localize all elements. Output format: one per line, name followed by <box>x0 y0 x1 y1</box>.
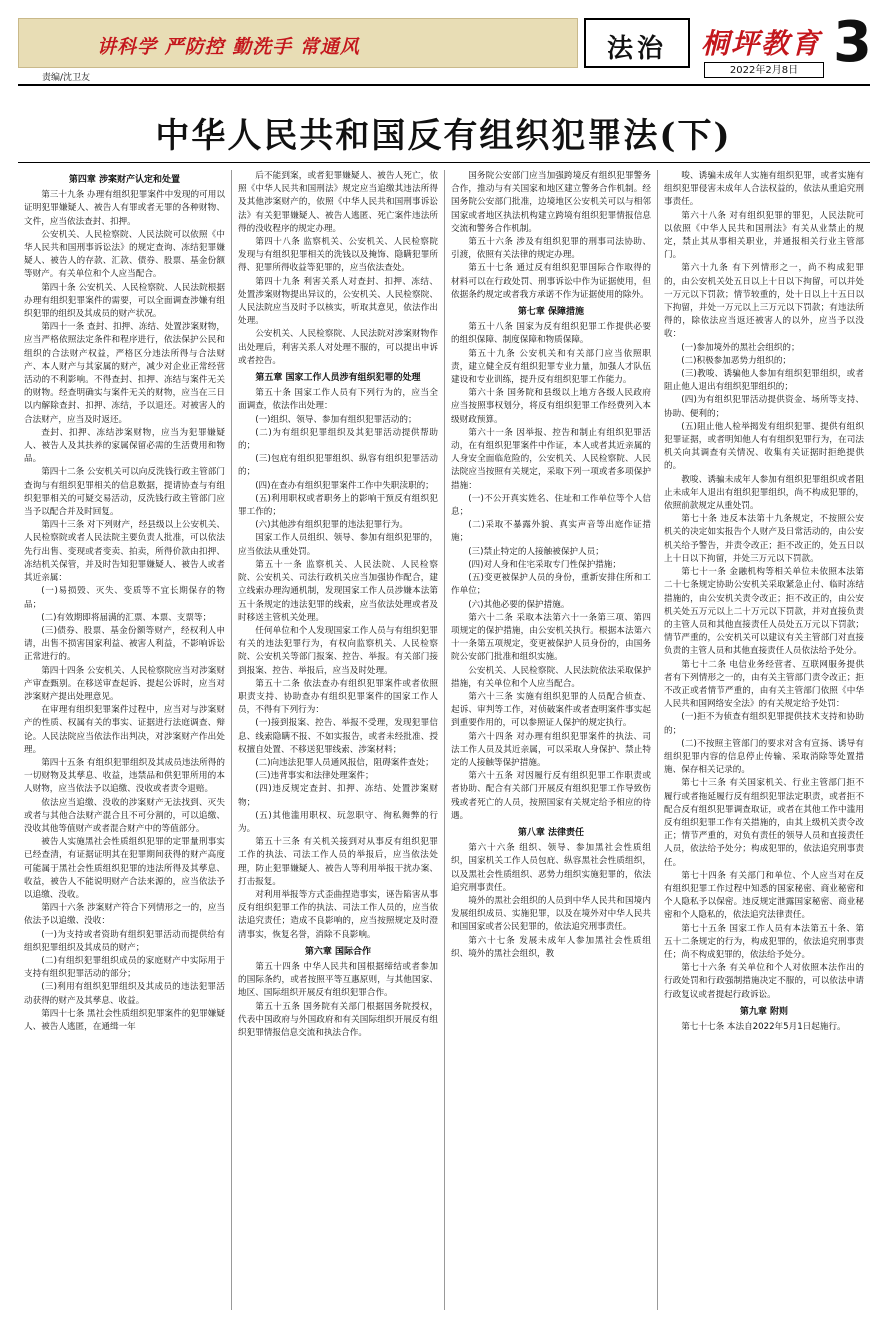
article-paragraph: 查封、扣押、冻结涉案财物，应当为犯罪嫌疑人、被告人及其扶养的家属保留必需的生活费用和物品。 <box>24 427 225 465</box>
article-paragraph: (一)为支持或者资助有组织犯罪活动而提供给有组织犯罪组织及其成员的财产； <box>24 929 225 953</box>
article-paragraph: 第四十八条 监察机关、公安机关、人民检察院发现与有组织犯罪相关的洗钱以及掩饰、隐瞒犯罪所得、犯罪所得收益等犯罪的，应当依法查处。 <box>238 237 438 274</box>
article-paragraph: 第六十七条 发展未成年人参加黑社会性质组织、境外的黑社会组织，教 <box>451 935 651 959</box>
article-paragraph: 第五十四条 中华人民共和国根据缔结或者参加的国际条约，或者按照平等互惠原则，与其他国家、地区、国际组织开展反有组织犯罪合作。 <box>238 961 438 999</box>
article-paragraph: 第五十一条 监察机关、人民法院、人民检察院、公安机关、司法行政机关应当加强协作配合，建立线索办理沟通机制，发现国家工作人员涉嫌本法第五十条规定的违法犯罪的线索，应当依法处理或者及时移送主管机关处理。 <box>238 559 438 623</box>
column-4 <box>657 170 870 1310</box>
article-paragraph: 第七十一条 金融机构等相关单位未依照本法第二十七条规定协助公安机关采取紧急止付、临时冻结措施的，由公安机关责令改正；拒不改正的，由公安机关处五万元以上二十万元以下罚款，并对直接负责的主管人员和其他直接责任人员处五万元以下罚款；情节严重的，公安机关可以建议有关主管部门对直接负责的主管人员和其他直接责任人员依法给予处分。 <box>664 567 864 657</box>
article-paragraph: (二)为有组织犯罪组织及其犯罪活动提供帮助的； <box>238 427 438 452</box>
article-paragraph: 依法应当追缴、没收的涉案财产无法找到、灭失或者与其他合法财产混合且不可分割的，可以追缴、没收其他等值财产或者混合财产中的等值部分。 <box>24 797 225 834</box>
article-paragraph: 公安机关、人民检察院、人民法院可以依照《中华人民共和国刑事诉讼法》的规定查询、冻结犯罪嫌疑人、被告人的存款、汇款、债券、股票、基金份额等财产。有关单位和个人应当配合。 <box>24 229 225 280</box>
masthead <box>18 10 872 80</box>
article-paragraph: (三)禁止特定的人接触被保护人员； <box>468 546 604 557</box>
article-paragraph: (一)接到报案、控告、举报不受理，发现犯罪信息、线索隐瞒不报、不如实报告，或者未经批准、授权擅自处置、不移送犯罪线索、涉案材料； <box>238 718 438 755</box>
article-paragraph: 第六十一条 因举报、控告和制止有组织犯罪活动，在有组织犯罪案件中作证，本人或者其近亲属的人身安全面临危险的，公安机关、人民检察院、人民法院应当按照有关规定，采取下列一项或者多项保护措施： <box>451 427 651 491</box>
article-paragraph: 第四十四条 公安机关、人民检察院应当对涉案财产审查甄别。在移送审查起诉、提起公诉时，应当对涉案财产提出处理意见。 <box>24 665 225 702</box>
article-paragraph: 第四十一条 查封、扣押、冻结、处置涉案财物，应当严格依照法定条件和程序进行，依法保护公民和组织的合法财产权益，严格区分违法所得与合法财产、本人财产与其家属的财产，减少对企业正常经营活动的不利影响。不得查封、扣押、冻结与案件无关的财物。经查明确实与案件无关的财物，应当在三日以内解除查封、扣押、冻结，予以退还。对被害人的合法财产，应当及时返还。 <box>24 322 225 425</box>
article-paragraph: 第四十七条 黑社会性质组织犯罪案件的犯罪嫌疑人、被告人逃匿，在通缉一年 <box>24 1008 225 1032</box>
article-paragraph: 公安机关、人民检察院、人民法院对涉案财物作出处理后，利害关系人对处理不服的，可以提出申诉或者控告。 <box>238 329 438 366</box>
article-paragraph: (二)不按照主管部门的要求对含有宣扬、诱导有组织犯罪内容的信息停止传输、采取消除等处置措施、保存相关记录的。 <box>664 738 864 776</box>
article-paragraph: 教唆、诱骗未成年人参加有组织犯罪组织或者阻止未成年人退出有组织犯罪组织，尚不构成犯罪的，依照前款规定从重处罚。 <box>664 474 864 512</box>
article-paragraph: 在审理有组织犯罪案件过程中，应当对与涉案财产的性质、权属有关的事实、证据进行法庭调查、辩论。人民法院应当依法作出判决，对涉案财产作出处理。 <box>24 705 225 755</box>
section-title: 法治 <box>606 34 667 64</box>
article-paragraph: 第四十九条 利害关系人对查封、扣押、冻结、处置涉案财物提出异议的，公安机关、人民检察院、人民法院应当及时予以核实，听取其意见，依法作出处理。 <box>238 276 438 327</box>
slogan-text: 讲科学 严防控 勤洗手 常通风 <box>97 36 360 58</box>
article-paragraph: 国家工作人员组织、领导、参加有组织犯罪的，应当依法从重处罚。 <box>238 533 438 557</box>
article-paragraph: (四)为有组织犯罪活动提供资金、场所等支持、协助、便利的； <box>664 395 864 419</box>
article-paragraph: (一)易损毁、灭失、变质等不宜长期保存的物品； <box>24 586 225 610</box>
column-3 <box>444 170 657 1310</box>
article-paragraph: (二)积极参加恶势力组织的； <box>681 355 792 366</box>
article-paragraph: (一)组织、领导、参加有组织犯罪活动的； <box>255 414 417 425</box>
article-paragraph: (一)拒不为侦查有组织犯罪提供技术支持和协助的； <box>664 712 864 736</box>
article-paragraph: (三)教唆、诱骗他人参加有组织犯罪组织，或者阻止他人退出有组织犯罪组织的； <box>664 369 864 393</box>
article-paragraph: 第七十条 违反本法第十九条规定，不按照公安机关的决定如实报告个人财产及日常活动的，由公安机关给予警告，并责令改正；拒不改正的，处五日以上十日以下拘留，并处三万元以下罚款。 <box>664 514 864 564</box>
article-paragraph: 境外的黑社会组织的人员到中华人民共和国境内发展组织成员、实施犯罪，以及在境外对中华人民共和国国家或者公民犯罪的，依法追究刑事责任。 <box>451 895 651 933</box>
article-paragraph: (三)包庇有组织犯罪组织、纵容有组织犯罪活动的； <box>238 454 438 478</box>
article-paragraph: (五)变更被保护人员的身份，重新安排住所和工作单位； <box>451 573 651 597</box>
article-paragraph: 第六十二条 采取本法第六十一条第三项、第四项规定的保护措施，由公安机关执行。根据本法第六十一条第五项规定，变更被保护人员身份的，由国务院公安部门批准和组织实施。 <box>451 612 651 663</box>
article-paragraph: (二)向违法犯罪人员通风报信，阻碍案件查处； <box>255 757 434 768</box>
article-paragraph: 第四十二条 公安机关可以向反洗钱行政主管部门查询与有组织犯罪相关的信息数据，提请协查与有组织犯罪相关的可疑交易活动，反洗钱行政主管部门应当予以配合并及时回复。 <box>24 467 225 518</box>
article-paragraph: 第六十八条 对有组织犯罪的罪犯，人民法院可以依照《中华人民共和国刑法》有关从业禁止的规定，禁止其从事相关职业，并通报相关行业主管部门。 <box>664 210 864 261</box>
article-paragraph: (四)在查办有组织犯罪案件工作中失职渎职的； <box>255 480 434 491</box>
article-paragraph: 第六十四条 对办理有组织犯罪案件的执法、司法工作人员及其近亲属，可以采取人身保护、禁止特定的人接触等保护措施。 <box>451 731 651 768</box>
article-paragraph: 对利用举报等方式歪曲捏造事实，诬告陷害从事反有组织犯罪工作的执法、司法工作人员的，应当依法追究责任；造成不良影响的，应当按照规定及时澄清事实，恢复名誉，消除不良影响。 <box>238 889 438 940</box>
article-paragraph: (一)不公开真实姓名、住址和工作单位等个人信息； <box>451 493 651 518</box>
chapter-heading: 第四章 涉案财产认定和处置 <box>68 175 181 185</box>
article-paragraph: 公安机关、人民检察院、人民法院依法采取保护措施，有关单位和个人应当配合。 <box>451 665 651 689</box>
article-paragraph: (二)采取不暴露外貌、真实声音等出庭作证措施； <box>451 520 651 544</box>
article-paragraph: 任何单位和个人发现国家工作人员与有组织犯罪有关的违法犯罪行为，有权向监察机关、人民检察院、公安机关等部门报案、控告、举报。有关部门接到报案、控告、举报后，应当及时处理。 <box>238 625 438 676</box>
article-paragraph: 第五十七条 通过反有组织犯罪国际合作取得的材料可以在行政处罚、刑事诉讼中作为证据使用，但依据条约规定或者我方承诺不作为证据使用的除外。 <box>451 263 651 300</box>
chapter-heading: 第八章 法律责任 <box>517 827 585 838</box>
article-paragraph: 第五十六条 涉及有组织犯罪的刑事司法协助、引渡，依照有关法律的规定办理。 <box>451 237 651 261</box>
brand-logo: 桐坪教育 <box>701 27 822 60</box>
article-paragraph: 第七十三条 有关国家机关、行业主管部门拒不履行或者拖延履行反有组织犯罪法定职责，或者拒不配合反有组织犯罪调查取证，或者在其他工作中滥用反有组织犯罪工作有关措施的，由其上级机关责令改正；情节严重的，对负有责任的领导人员和直接责任人员，依法给予处分；构成犯罪的，依法追究刑事责任。 <box>664 778 864 868</box>
article-paragraph: (六)其他涉有组织犯罪的违法犯罪行为。 <box>255 520 408 531</box>
chapter-heading: 第五章 国家工作人员涉有组织犯罪的处理 <box>255 373 421 384</box>
article-paragraph: (一)参加境外的黑社会组织的； <box>681 342 800 353</box>
article-paragraph: 第六十三条 实施有组织犯罪的人员配合侦查、起诉、审判等工作，对侦破案件或者查明案件事实起到重要作用的，可以参照证人保护的规定执行。 <box>451 691 651 729</box>
article-paragraph: 第七十七条 本法自2022年5月1日起施行。 <box>681 1022 846 1032</box>
article-paragraph: 第五十八条 国家为反有组织犯罪工作提供必要的组织保障、制度保障和物质保障。 <box>451 322 651 346</box>
article-paragraph: (三)债券、股票、基金份额等财产，经权利人申请，出售不损害国家利益、被害人利益，不影响诉讼正常进行的。 <box>24 625 225 663</box>
article-paragraph: 第五十三条 有关机关接到对从事反有组织犯罪工作的执法、司法工作人员的举报后，应当依法处理，防止犯罪嫌疑人、被告人等利用举报干扰办案、打击报复。 <box>238 837 438 887</box>
article-paragraph: 第四十五条 有组织犯罪组织及其成员违法所得的一切财物及其孳息、收益，违禁品和供犯罪所用的本人财物，应当依法予以追缴、没收或者责令退赔。 <box>24 757 225 795</box>
article-paragraph: (四)对人身和住宅采取专门性保护措施； <box>468 559 621 570</box>
article-paragraph: 后不能到案，或者犯罪嫌疑人、被告人死亡，依照《中华人民共和国刑法》规定应当追缴其违法所得及其他涉案财产的，依照《中华人民共和国刑事诉讼法》有关犯罪嫌疑人、被告人逃匿、死亡案件违法所得的没收程序的规定办理。 <box>238 171 438 234</box>
article-paragraph: 被告人实施黑社会性质组织犯罪的定罪量刑事实已经查清，有证据证明其在犯罪期间获得的财产高度可能属于黑社会性质组织犯罪的违法所得及其孳息、收益，被告人不能说明财产合法来源的，应当依法予以追缴、没收。 <box>24 837 225 900</box>
article-paragraph: (二)有组织犯罪组织成员的家庭财产中实际用于支持有组织犯罪活动的部分； <box>24 955 225 980</box>
article-paragraph: 第六十条 国务院和县级以上地方各级人民政府应当按照事权划分，将反有组织犯罪工作经费列入本级财政预算。 <box>451 388 651 425</box>
column-2 <box>231 170 444 1310</box>
article-columns <box>18 170 870 1310</box>
headline-divider <box>18 162 870 163</box>
issue-date: 2022年2月8日 <box>704 62 824 78</box>
article-paragraph: 第四十三条 对下列财产，经县级以上公安机关、人民检察院或者人民法院主要负责人批准，可以依法先行出售、变现或者变卖、拍卖，所得价款由扣押、冻结机关保管，并及时告知犯罪嫌疑人、被告人或者其近亲属： <box>24 520 225 584</box>
article-paragraph: (二)有效期即将届满的汇票、本票、支票等； <box>41 612 212 623</box>
article-paragraph: 国务院公安部门应当加强跨境反有组织犯罪警务合作，推动与有关国家和地区建立警务合作机制。经国务院公安部门批准，边境地区公安机关可以与相邻国家或者地区执法机构建立跨境有组织犯罪情报信息交流和警务合作机制。 <box>451 171 651 234</box>
article-paragraph: 第五十九条 公安机关和有关部门应当依照职责，建立健全反有组织犯罪专业力量，加强人才队伍建设和专业训练，提升反有组织犯罪工作能力。 <box>451 348 651 386</box>
article-paragraph: 第七十四条 有关部门和单位、个人应当对在反有组织犯罪工作过程中知悉的国家秘密、商业秘密和个人隐私予以保密。违反规定泄露国家秘密、商业秘密和个人隐私的，依法追究法律责任。 <box>664 870 864 921</box>
article-paragraph: 第四十条 公安机关、人民检察院、人民法院根据办理有组织犯罪案件的需要，可以全面调查涉嫌有组织犯罪的组织及其成员的财产状况。 <box>24 282 225 320</box>
article-paragraph: 第七十二条 电信业务经营者、互联网服务提供者有下列情形之一的，由有关主管部门责令改正；拒不改正或者情节严重的，由有关主管部门依照《中华人民共和国网络安全法》的有关规定给予处罚： <box>664 659 864 710</box>
chapter-heading: 第九章 附则 <box>739 1006 789 1017</box>
article-paragraph: (五)其他滥用职权、玩忽职守、徇私舞弊的行为。 <box>238 810 438 834</box>
article-paragraph: 第七十五条 国家工作人员有本法第五十条、第五十二条规定的行为，构成犯罪的，依法追究刑事责任；尚不构成犯罪的，依法给予处分。 <box>664 923 864 960</box>
page-number: 3 <box>833 10 872 75</box>
section-box <box>584 18 690 68</box>
article-paragraph: (六)其他必要的保护措施。 <box>468 599 570 610</box>
article-paragraph: 第三十九条 办理有组织犯罪案件中发现的可用以证明犯罪嫌疑人、被告人有罪或者无罪的各种财物、文件，应当依法查封、扣押。 <box>24 190 225 227</box>
article-paragraph: 第五十二条 依法查办有组织犯罪案件或者依照职责支持、协助查办有组织犯罪案件的国家工作人员，不得有下列行为： <box>238 678 438 716</box>
slogan-banner <box>18 18 578 68</box>
article-paragraph: 第五十条 国家工作人员有下列行为的，应当全面调查，依法作出处理： <box>238 388 438 412</box>
article-paragraph: (三)违背事实和法律处理案件； <box>255 771 374 782</box>
article-paragraph: 第六十六条 组织、领导、参加黑社会性质组织，国家机关工作人员包庇、纵容黑社会性质组织，以及黑社会性质组织、恶势力组织实施犯罪的，依法追究刑事责任。 <box>451 843 651 893</box>
article-paragraph: 第六十五条 对因履行反有组织犯罪工作职责或者协助、配合有关部门开展反有组织犯罪工作导致伤残或者死亡的人员，按照国家有关规定给予相应的待遇。 <box>451 771 651 821</box>
article-paragraph: 第四十六条 涉案财产符合下列情形之一的，应当依法予以追缴、没收： <box>24 903 225 927</box>
chapter-heading: 第六章 国际合作 <box>304 946 372 957</box>
article-paragraph: 第七十六条 有关单位和个人对依照本法作出的行政处罚和行政强制措施决定不服的，可以依法申请行政复议或者提起行政诉讼。 <box>664 963 864 1000</box>
article-paragraph: 第五十五条 国务院有关部门根据国务院授权，代表中国政府与外国政府和有关国际组织开展反有组织犯罪情报信息交流和执法合作。 <box>238 1001 438 1038</box>
article-paragraph: 第六十九条 有下列情形之一，尚不构成犯罪的，由公安机关处五日以上十日以下拘留，可以并处一万元以下罚款；情节较重的，处十日以上十五日以下拘留，并处一万元以上三万元以下罚款；有违法所得的，除依法应当返还被害人的以外，应当予以没收： <box>664 263 864 340</box>
article-paragraph: (五)阻止他人检举揭发有组织犯罪、提供有组织犯罪证据，或者明知他人有有组织犯罪行为，在司法机关向其调查有关情况、收集有关证据时拒绝提供的。 <box>664 421 864 472</box>
headline: 中华人民共和国反有组织犯罪法(下) <box>155 116 732 156</box>
top-divider <box>18 84 870 86</box>
column-1 <box>18 170 231 1310</box>
chapter-heading: 第七章 保障措施 <box>517 307 585 318</box>
article-paragraph: (四)违反规定查封、扣押、冻结、处置涉案财物； <box>238 784 438 808</box>
editor-credit: 责编/沈卫友 <box>42 73 91 83</box>
article-paragraph: (五)利用职权或者职务上的影响干预反有组织犯罪工作的； <box>238 493 438 518</box>
article-paragraph: 唆、诱骗未成年人实施有组织犯罪，或者实施有组织犯罪侵害未成年人合法权益的，依法从重追究刑事责任。 <box>664 171 864 208</box>
article-paragraph: (三)利用有组织犯罪组织及其成员的违法犯罪活动获得的财产及其孳息、收益。 <box>24 982 225 1006</box>
